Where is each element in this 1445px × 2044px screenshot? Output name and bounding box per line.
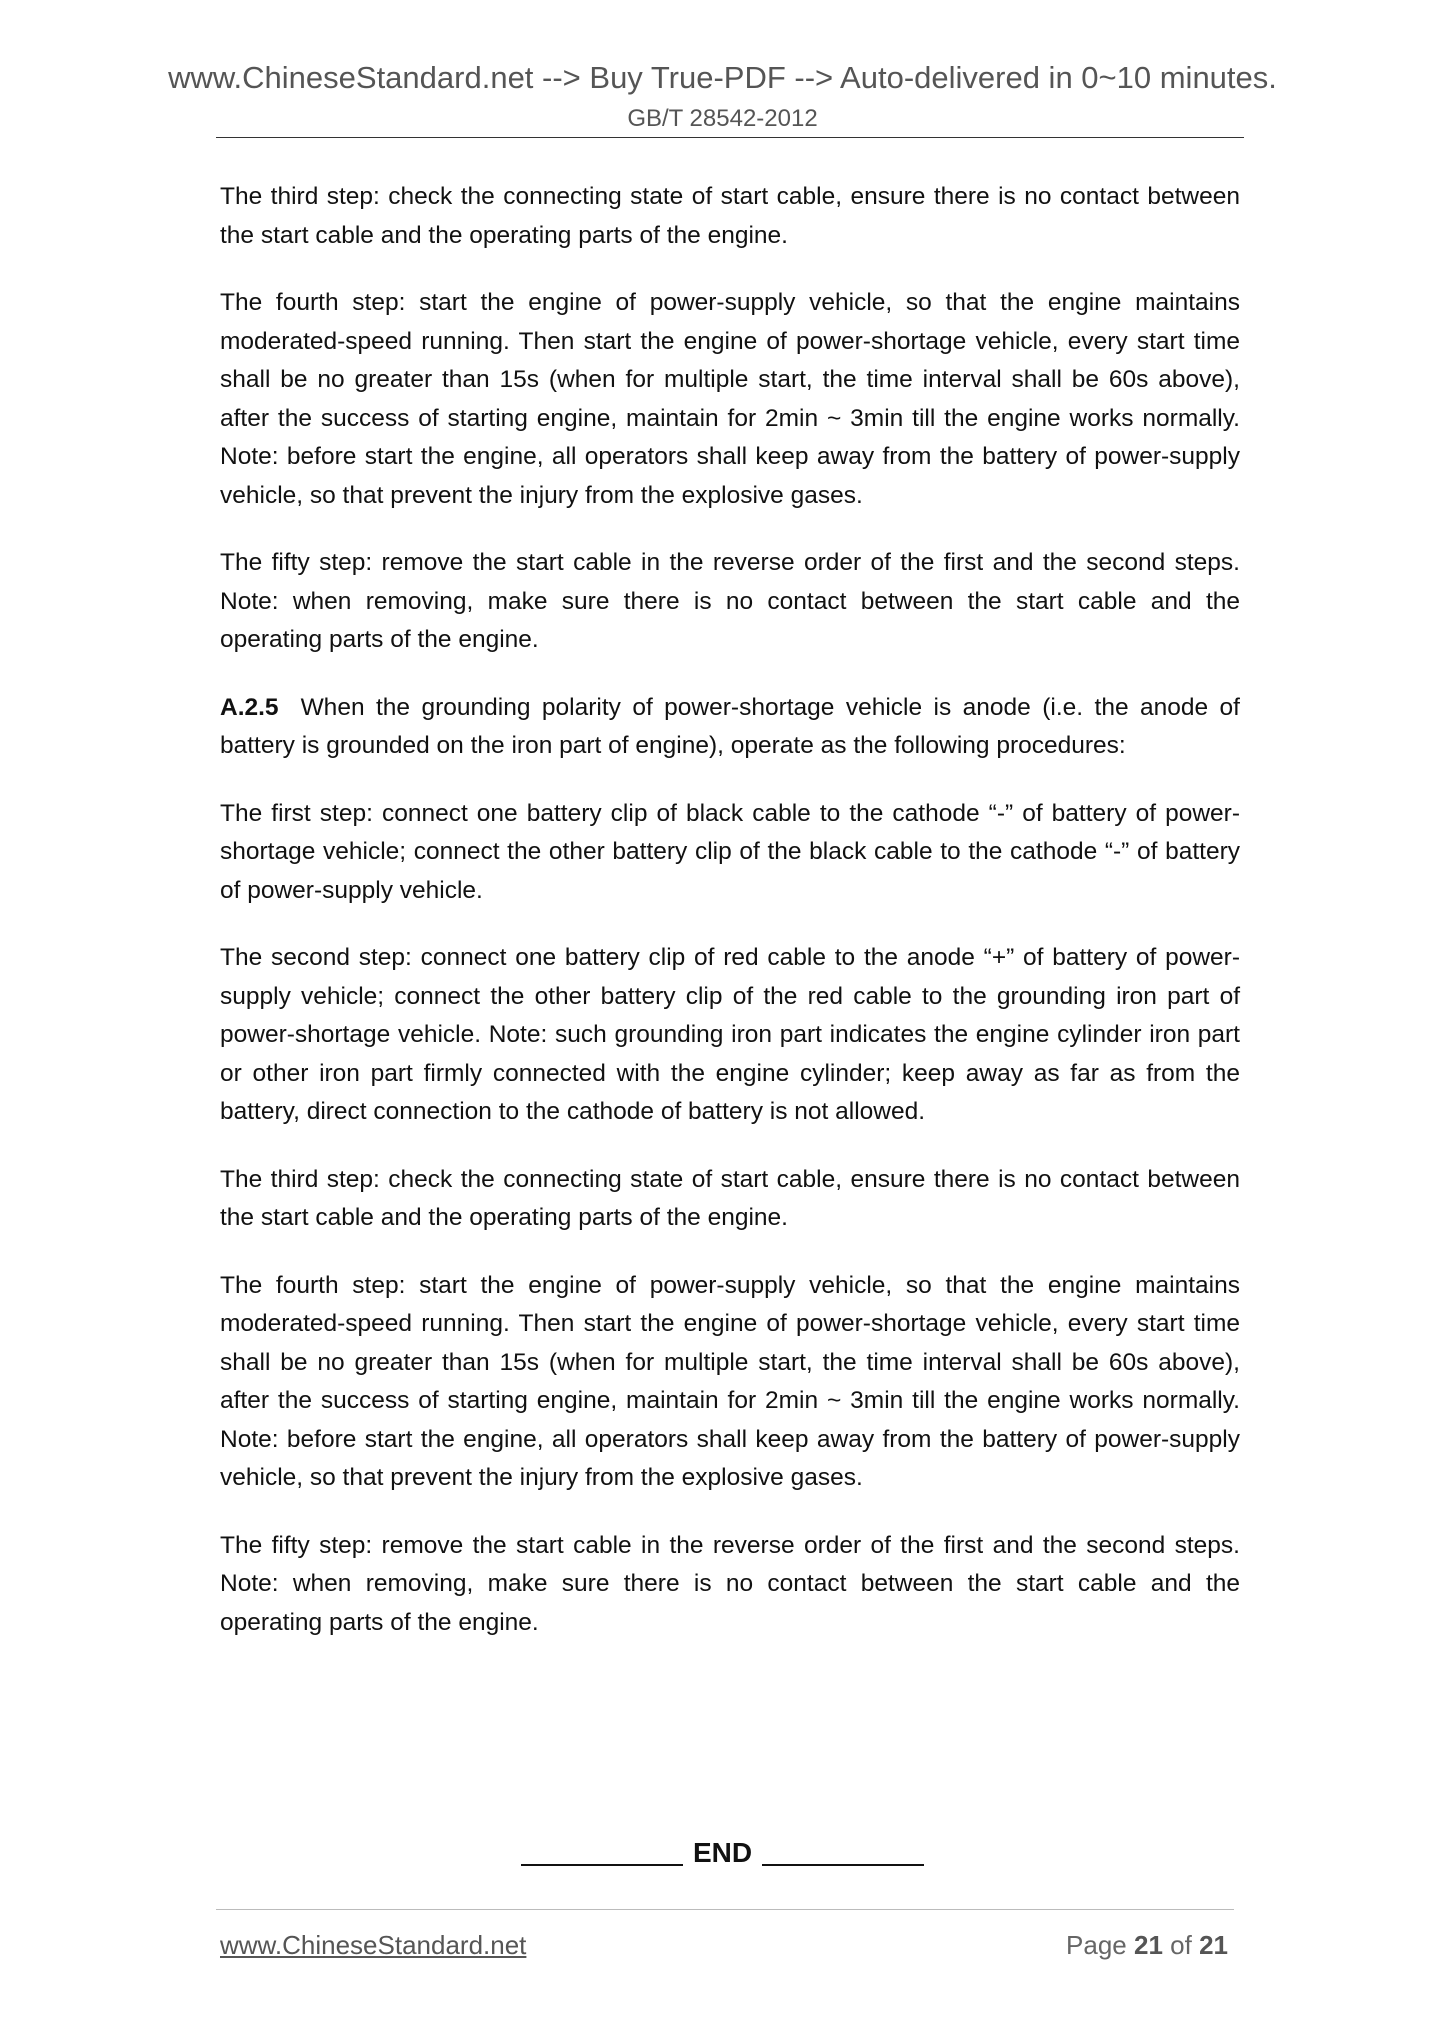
footer-website-link[interactable]: www.ChineseStandard.net (220, 1930, 527, 1960)
paragraph-third-step: The third step: check the connecting state of start cable, ensure there is no contact between the start cable and the operating parts of the engine. (220, 183, 1240, 249)
section-text: When the grounding polarity of power-shortage vehicle is anode (i.e. the anode of battery is grounded on the iron part of engine), operate as the following procedures: (220, 693, 1240, 759)
end-marker (0, 1835, 1445, 1871)
page-total: 21 (1199, 1930, 1228, 1960)
section-a-2-5 (220, 689, 1240, 766)
section-number: A.2.5 (220, 693, 279, 721)
page-current: 21 (1134, 1930, 1163, 1960)
end-rule-right (762, 1864, 924, 1866)
page-label: Page (1066, 1930, 1127, 1960)
footer-divider (216, 1909, 1234, 1910)
paragraph-fifty-step: The fifty step: remove the start cable in the reverse order of the first and the second steps. Note: when removing, make sure there is no contact between the start cable and the operating parts of the engine. (220, 549, 1240, 653)
header-banner[interactable]: www.ChineseStandard.net --> Buy True-PDF --> Auto-delivered in 0~10 minutes. (168, 60, 1277, 95)
paragraph-first-step: The first step: connect one battery clip of black cable to the cathode “-” of battery of power-shortage vehicle; connect the other battery clip of the black cable to the cathode “-” of battery of power-supply vehicle. (220, 799, 1240, 904)
end-rule-left (521, 1864, 683, 1866)
page-of: of (1170, 1930, 1192, 1960)
paragraph-third-step-2: The third step: check the connecting state of start cable, ensure there is no contact between the start cable and the operating parts of the engine. (220, 1165, 1240, 1231)
paragraph-fourth-step-2: The fourth step: start the engine of power-supply vehicle, so that the engine maintains moderated-speed running. Then start the engine of power-shortage vehicle, every start time shall be no greater than 15s (when for multiple start, the time interval shall be 60s above), after the success of starting engine, maintain for 2min ~ 3min till the engine works normally. Note: before start the engine, all operators shall keep away from the battery of power-supply vehicle, so that prevent the injury from the explosive gases. (220, 1271, 1240, 1491)
page-indicator (1066, 1928, 1228, 1962)
paragraph-fifty-step-2: The fifty step: remove the start cable in the reverse order of the first and the second steps. Note: when removing, make sure there is no contact between the start cable and the operating parts of the engine. (220, 1531, 1240, 1636)
document-body (220, 178, 1240, 1671)
paragraph-fourth-step: The fourth step: start the engine of power-supply vehicle, so that the engine maintains moderated-speed running. Then start the engine of power-shortage vehicle, every start time shall be no greater than 15s (when for multiple start, the time interval shall be 60s above), after the success of starting engine, maintain for 2min ~ 3min till the engine works normally. Note: before start the engine, all operators shall keep away from the battery of power-supply vehicle, so that prevent the injury from the explosive gases. (220, 289, 1240, 509)
end-text: END (692, 1837, 753, 1868)
header-divider (216, 137, 1244, 138)
paragraph-second-step: The second step: connect one battery clip of red cable to the anode “+” of battery of power-supply vehicle; connect the other battery clip of the red cable to the grounding iron part of power-shortage vehicle. Note: such grounding iron part indicates the engine cylinder iron part or other iron part firmly connected with the engine cylinder; keep away as far as from the battery, direct connection to the cathode of battery is not allowed. (220, 944, 1240, 1125)
standard-code: GB/T 28542-2012 (627, 105, 818, 132)
